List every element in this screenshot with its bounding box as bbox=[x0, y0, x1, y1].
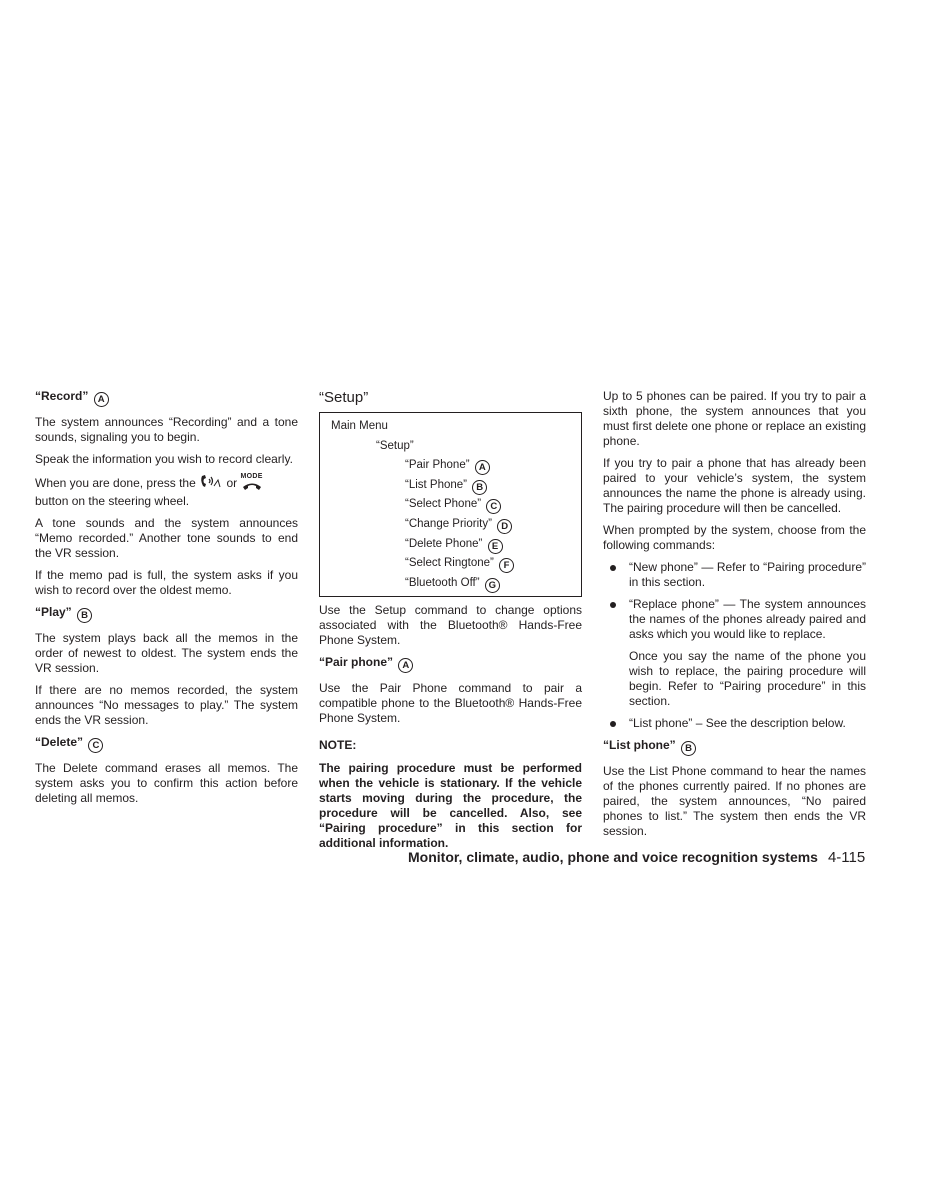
footer-section-title: Monitor, climate, audio, phone and voice recognition systems bbox=[408, 849, 818, 865]
pairing-paragraph-1: Up to 5 phones can be paired. If you try to pair a sixth phone, the system announces that you must first delete one phone or replace an existing phone. bbox=[603, 389, 866, 448]
pair-phone-heading-text: “Pair phone” bbox=[319, 655, 394, 670]
play-paragraph-1: The system plays back all the memos in the order of newest to oldest. The system ends the VR session. bbox=[35, 631, 298, 675]
menu-badge: G bbox=[485, 578, 500, 593]
column-left bbox=[35, 389, 298, 813]
setup-menu-tree bbox=[319, 412, 582, 597]
menu-badge: D bbox=[497, 519, 512, 534]
pairing-paragraph-3: When prompted by the system, choose from the following commands: bbox=[603, 523, 866, 552]
record-paragraph-2: Speak the information you wish to record clearly. bbox=[35, 452, 293, 466]
menu-item: “Change Priority” D bbox=[331, 515, 571, 535]
menu-badge: E bbox=[488, 539, 503, 554]
menu-badge: C bbox=[486, 499, 501, 514]
play-badge: B bbox=[77, 608, 92, 623]
menu-item: “Bluetooth Off” G bbox=[331, 574, 571, 594]
play-paragraph-2: If there are no memos recorded, the system announces “No messages to play.” The system ends the VR session. bbox=[35, 683, 298, 727]
record-paragraph-1: The system announces “Recording” and a tone sounds, signaling you to begin. bbox=[35, 415, 298, 444]
menu-badge: A bbox=[475, 460, 490, 475]
record-badge: A bbox=[94, 392, 109, 407]
delete-heading bbox=[35, 735, 298, 753]
list-phone-badge: B bbox=[681, 741, 696, 756]
record-paragraph-4: A tone sounds and the system announces “Memo recorded.” Another tone sounds to end the VR session. bbox=[35, 516, 298, 560]
record-p3-or: or bbox=[226, 476, 238, 490]
delete-badge: C bbox=[88, 738, 103, 753]
menu-badge: B bbox=[472, 480, 487, 495]
note-text: The pairing procedure must be performed when the vehicle is stationary. If the vehicle starts moving during the procedure, the procedure will be cancelled. Also, see “Pairing procedure” in this section for additional information. bbox=[319, 761, 582, 851]
pair-phone-paragraph-1: Use the Pair Phone command to pair a compatible phone to the Bluetooth® Hands-Free Phone System. bbox=[319, 681, 582, 726]
page-number: 4-115 bbox=[827, 849, 866, 866]
menu-badge: F bbox=[499, 558, 514, 573]
bullet-new-phone: “New phone” — Refer to “Pairing procedure” in this section. bbox=[603, 560, 866, 590]
record-p3-end: button on the steering wheel. bbox=[35, 494, 190, 508]
mode-end-call-icon bbox=[240, 475, 268, 490]
record-paragraph-5: If the memo pad is full, the system asks if you wish to record over the oldest memo. bbox=[35, 568, 298, 597]
menu-item: “Select Phone” C bbox=[331, 495, 571, 515]
bullet-replace-continuation: Once you say the name of the phone you wish to replace, the pairing procedure will begin. Refer to “Pairing procedure” in this section. bbox=[629, 649, 866, 708]
setup-title: “Setup” bbox=[319, 389, 369, 406]
pairing-paragraph-2: If you try to pair a phone that has already been paired to your vehicle’s system, the system announces the name the phone is already using. The pairing procedure will then be cancelled. bbox=[603, 456, 866, 515]
menu-item: “Select Ringtone” F bbox=[331, 554, 571, 574]
list-phone-paragraph-1: Use the List Phone command to hear the names of the phones currently paired. If no phones are paired, the system announces, “No paired phones to list.” The system then ends the VR session. bbox=[603, 764, 866, 838]
list-phone-heading bbox=[603, 738, 866, 756]
record-p3-start: When you are done, press the bbox=[35, 476, 196, 490]
setup-paragraph-1: Use the Setup command to change options associated with the Bluetooth® Hands-Free Phone System. bbox=[319, 603, 582, 648]
record-paragraph-3 bbox=[35, 474, 298, 509]
bullet-replace-phone: “Replace phone” — The system announces the names of the phones already paired and asks which you would like to replace. bbox=[603, 597, 866, 642]
record-heading-text: “Record” bbox=[35, 389, 89, 403]
pair-phone-badge: A bbox=[398, 658, 413, 673]
record-heading bbox=[35, 389, 298, 407]
column-middle bbox=[319, 389, 582, 858]
menu-item: “List Phone” B bbox=[331, 476, 571, 496]
note-heading: NOTE: bbox=[319, 738, 357, 753]
play-heading-text: “Play” bbox=[35, 605, 72, 619]
list-phone-heading-text: “List phone” bbox=[603, 738, 676, 752]
menu-item: “Pair Phone” A bbox=[331, 456, 571, 476]
talk-phone-icon bbox=[199, 474, 223, 494]
menu-item: “Delete Phone” E bbox=[331, 535, 571, 555]
pair-phone-heading bbox=[319, 655, 582, 673]
play-heading bbox=[35, 605, 298, 623]
mode-label: MODE bbox=[240, 473, 263, 480]
bullet-list-phone: “List phone” – See the description below. bbox=[603, 716, 866, 731]
column-right bbox=[603, 389, 866, 846]
delete-paragraph-1: The Delete command erases all memos. The system asks you to confirm this action before deleting all memos. bbox=[35, 761, 298, 805]
menu-setup: “Setup” bbox=[376, 439, 414, 452]
page-footer bbox=[408, 848, 864, 867]
delete-heading-text: “Delete” bbox=[35, 735, 84, 749]
menu-root: Main Menu bbox=[331, 420, 388, 432]
